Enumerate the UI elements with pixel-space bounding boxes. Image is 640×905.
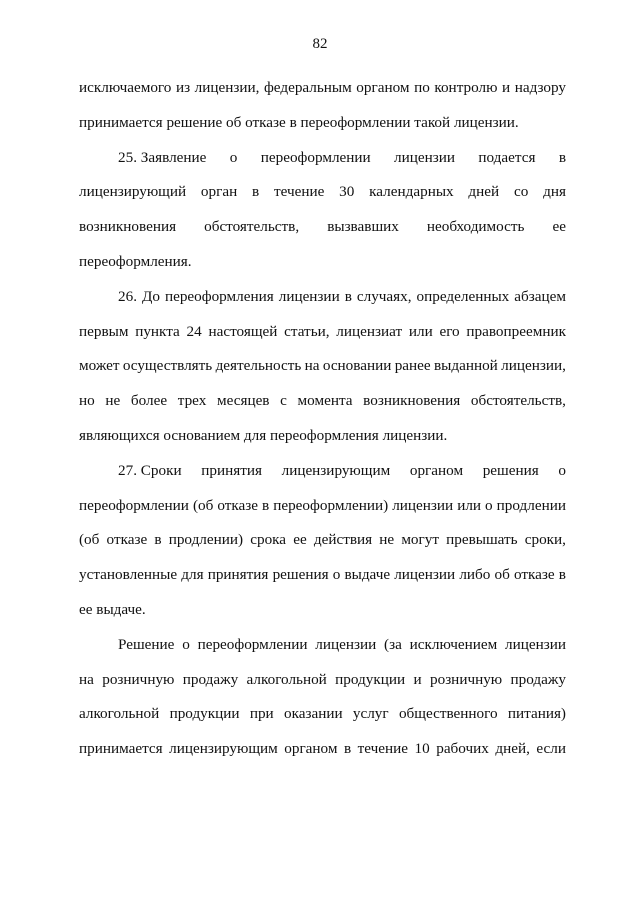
- word: переоформления: [164, 287, 274, 305]
- word: оказании: [283, 705, 343, 723]
- word: продлении: [496, 496, 566, 514]
- word: дня: [543, 183, 566, 201]
- word: продлении): [168, 531, 244, 549]
- text-line: являющихся основанием для переоформления лицензии.: [79, 426, 448, 444]
- word: осуществлять: [122, 357, 213, 375]
- word: со: [513, 183, 529, 201]
- word: 30: [339, 183, 355, 201]
- word: его: [439, 322, 460, 340]
- word: выдаче: [344, 566, 391, 584]
- word: в: [343, 740, 352, 758]
- word: срока: [250, 531, 287, 549]
- word: алкогольной: [79, 705, 160, 723]
- word: не: [105, 392, 121, 410]
- word: возникновения: [79, 218, 177, 236]
- text-line: переоформления.: [79, 252, 192, 270]
- word: момента: [297, 392, 353, 410]
- word: 26.: [118, 287, 137, 305]
- word: лицензии: [278, 287, 340, 305]
- word: исключением: [409, 635, 498, 653]
- word: переоформлении: [197, 635, 308, 653]
- page-number: 82: [312, 36, 328, 52]
- word: календарных: [369, 183, 454, 201]
- word: (об: [79, 531, 100, 549]
- word: о: [182, 635, 190, 653]
- word: принимается: [79, 740, 163, 758]
- word: алкогольной: [246, 670, 327, 688]
- paragraph-27-line: [79, 454, 566, 489]
- word: решения: [272, 566, 329, 584]
- word: и: [502, 79, 511, 96]
- text-line: ее выдаче.: [79, 600, 146, 618]
- word: статьи,: [284, 322, 330, 340]
- word: рабочих: [436, 740, 489, 758]
- word: месяцев: [216, 392, 270, 410]
- word: 27. Сроки: [118, 461, 182, 479]
- word: более: [130, 392, 168, 410]
- word: лицензии,: [501, 357, 566, 375]
- word: если: [536, 740, 566, 758]
- word: 10: [414, 740, 430, 758]
- word: (за: [384, 635, 402, 653]
- text-line: [79, 489, 566, 524]
- word: в: [252, 183, 260, 201]
- word: (об: [192, 496, 214, 514]
- word: на: [79, 670, 94, 688]
- word: общественного: [398, 705, 498, 723]
- word: ее: [293, 531, 307, 549]
- word: или: [408, 322, 433, 340]
- paragraph-decision-line: [79, 628, 566, 663]
- word: надзору: [514, 79, 566, 96]
- word: принятия: [201, 461, 262, 479]
- word: трех: [177, 392, 207, 410]
- word: течение: [357, 740, 409, 758]
- word: либо: [459, 566, 491, 584]
- word: лицензирующим: [169, 740, 278, 758]
- word: услуг: [352, 705, 389, 723]
- text-line: [79, 732, 566, 767]
- word: первым: [79, 322, 129, 340]
- word: ранее: [394, 357, 431, 375]
- word: о: [332, 566, 341, 584]
- word: в: [558, 566, 566, 584]
- word: сроки,: [524, 531, 566, 549]
- word: дней,: [495, 740, 530, 758]
- word: федеральным: [263, 79, 352, 96]
- text-line: [79, 315, 566, 350]
- word: основании: [322, 357, 392, 375]
- word: лицензирующий: [79, 183, 187, 201]
- text-line: [79, 384, 566, 419]
- word: с: [280, 392, 287, 410]
- paragraph-25-line: [79, 141, 566, 176]
- word: может: [79, 357, 120, 375]
- word: органом: [356, 79, 410, 96]
- word: не: [379, 531, 395, 549]
- word: 24: [186, 322, 202, 340]
- word: решения: [482, 461, 539, 479]
- word: о: [558, 461, 566, 479]
- word: необходимость: [426, 218, 525, 236]
- text-line: [79, 697, 566, 732]
- word: розничную: [102, 670, 175, 688]
- word: действия: [313, 531, 373, 549]
- text-line: [79, 349, 566, 384]
- text-line: [79, 558, 566, 593]
- word: для: [181, 566, 204, 584]
- word: о: [485, 496, 493, 514]
- text-line: [79, 210, 566, 245]
- word: отказе: [106, 531, 148, 549]
- word: органом: [284, 740, 338, 758]
- word: выданной: [433, 357, 498, 375]
- word: отказе: [513, 566, 555, 584]
- word: розничную: [430, 670, 503, 688]
- word: питания): [507, 705, 566, 723]
- word: или: [457, 496, 482, 514]
- word: абзацем: [514, 287, 566, 305]
- word: дней: [468, 183, 500, 201]
- word: и: [413, 670, 422, 688]
- word: в: [558, 148, 566, 166]
- word: из: [175, 79, 191, 96]
- word: могут: [401, 531, 439, 549]
- word: лицензии: [315, 635, 377, 653]
- word: при: [249, 705, 274, 723]
- word: лицензии: [392, 496, 454, 514]
- word: переоформлении): [273, 496, 389, 514]
- word: 25. Заявление: [118, 148, 207, 166]
- text-line: [79, 175, 566, 210]
- word: обстоятельств,: [470, 392, 566, 410]
- word: вызвавших: [327, 218, 399, 236]
- word: орган: [200, 183, 238, 201]
- word: в: [262, 496, 270, 514]
- word: продукции: [169, 705, 240, 723]
- word: лицензии: [505, 635, 566, 653]
- text-line: [79, 523, 566, 558]
- word: переоформлении: [260, 148, 371, 166]
- word: лицензии: [394, 566, 456, 584]
- paragraph-26-line: [79, 280, 566, 315]
- word: но: [79, 392, 95, 410]
- word: контролю: [434, 79, 498, 96]
- word: установленные: [79, 566, 178, 584]
- word: настоящей: [208, 322, 278, 340]
- document-text: [79, 71, 566, 767]
- word: продукции: [335, 670, 406, 688]
- word: превышать: [446, 531, 518, 549]
- word: на: [304, 357, 320, 375]
- word: пункта: [135, 322, 180, 340]
- text-line: [79, 663, 566, 698]
- word: исключаемого: [79, 79, 172, 96]
- word: продажу: [510, 670, 566, 688]
- word: в: [154, 531, 162, 549]
- word: органом: [409, 461, 464, 479]
- text-line: принимается решение об отказе в переоформлении такой лицензии.: [79, 113, 519, 131]
- word: переоформлении: [79, 496, 189, 514]
- word: лицензиат: [336, 322, 403, 340]
- word: принятия: [207, 566, 269, 584]
- word: в: [344, 287, 352, 305]
- word: об: [494, 566, 510, 584]
- word: Решение: [118, 635, 175, 653]
- word: обстоятельств,: [204, 218, 300, 236]
- word: правопреемник: [466, 322, 566, 340]
- word: продажу: [182, 670, 239, 688]
- word: деятельность: [215, 357, 302, 375]
- word: по: [414, 79, 430, 96]
- word: возникновения: [363, 392, 461, 410]
- word: подается: [478, 148, 536, 166]
- word: отказе: [217, 496, 259, 514]
- word: течение: [273, 183, 325, 201]
- text-line: [79, 71, 566, 106]
- word: определенных: [416, 287, 510, 305]
- word: лицензии: [394, 148, 456, 166]
- word: ее: [552, 218, 566, 236]
- word: лицензии,: [194, 79, 260, 96]
- word: о: [229, 148, 238, 166]
- word: случаях,: [356, 287, 412, 305]
- word: До: [141, 287, 160, 305]
- word: лицензирующим: [281, 461, 391, 479]
